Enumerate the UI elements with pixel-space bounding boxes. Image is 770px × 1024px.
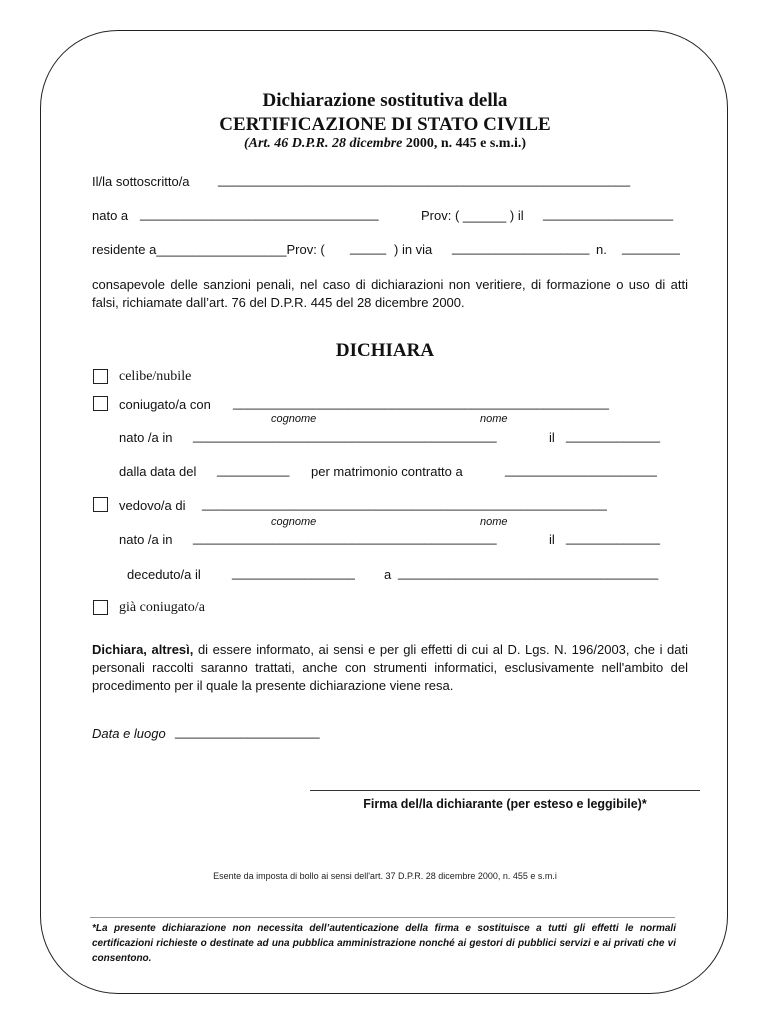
data-luogo-field[interactable]: ____________________ [175, 724, 320, 739]
coniugato-field[interactable]: ____________________________________________________ [233, 395, 609, 410]
signature-line[interactable] [310, 790, 700, 791]
vedovo-nome-caption: nome [480, 516, 508, 528]
coniugato-nato-field[interactable]: __________________________________________ [193, 428, 497, 443]
coniugato-label: coniugato/a con [119, 397, 211, 412]
invia-label: ) in via [394, 242, 433, 257]
vedovo-il-field[interactable]: _____________ [566, 530, 660, 545]
coniugato-il-field[interactable]: _____________ [566, 428, 660, 443]
gia-coniugato-label: già coniugato/a [119, 600, 205, 615]
coniugato-il-label: il [549, 430, 555, 445]
residente-prov-field[interactable]: _____ [350, 240, 387, 255]
deceduto-field[interactable]: _________________ [232, 565, 355, 580]
data-luogo-label: Data e luogo [92, 726, 166, 741]
nascita-data-field[interactable]: __________________ [543, 206, 674, 221]
matrimonio-field[interactable]: _____________________ [505, 462, 657, 477]
vedovo-field[interactable]: ________________________________________________________ [202, 496, 607, 511]
firma-label: Firma del/la dichiarante (per esteso e leggibile)* [363, 797, 647, 811]
privacy-text: di essere informato, ai sensi e per gli effetti di cui al D. Lgs. N. 196/2003, che i dati personali raccolti saranno trattati, anche con strumenti informatici, esclusivamente nell'ambito del procedimento per il quale la presente dichiarazione viene resa. [92, 642, 688, 693]
coniugato-nome-caption: nome [480, 413, 508, 425]
numero-field[interactable]: ________ [622, 240, 680, 255]
dalla-data-label: dalla data del [119, 464, 197, 479]
gia-coniugato-checkbox[interactable] [93, 600, 108, 615]
privacy-paragraph [92, 641, 688, 695]
title-line-1: Dichiarazione sostitutiva della [262, 90, 508, 111]
title-line-2: CERTIFICAZIONE DI STATO CIVILE [219, 114, 551, 135]
coniugato-nato-label: nato /a in [119, 430, 173, 445]
coniugato-cognome-caption: cognome [271, 413, 317, 425]
via-field[interactable]: ___________________ [452, 240, 590, 255]
deceduto-luogo-field[interactable]: ____________________________________ [398, 565, 659, 580]
celibe-label: celibe/nubile [119, 369, 192, 384]
sottoscritto-label: Il/la sottoscritto/a [92, 174, 190, 189]
nato-field[interactable]: _________________________________ [140, 206, 379, 221]
title-line-3-italic: (Art. 46 D.P.R. 28 dicembre [243, 136, 403, 151]
title-line-3-rest: 2000, n. 445 e s.m.i.) [402, 136, 527, 151]
dalla-data-field[interactable]: __________ [217, 462, 290, 477]
bollo-note: Esente da imposta di bollo ai sensi dell'art. 37 D.P.R. 28 dicembre 2000, n. 455 e s.m.i [213, 871, 557, 881]
numero-label: n. [596, 242, 607, 257]
vedovo-il-label: il [549, 532, 555, 547]
footnote: *La presente dichiarazione non necessita dell’autenticazione della firma e sostituisce a tutti gli effetti le normali certificazioni richieste o destinate ad una pubblica amministrazione nonché ai gestori di pubblici servizi e ai privati che vi consentono. [92, 923, 676, 964]
coniugato-checkbox[interactable] [93, 396, 108, 411]
celibe-checkbox[interactable] [93, 369, 108, 384]
footnote-divider [90, 917, 675, 918]
vedovo-cognome-caption: cognome [271, 516, 317, 528]
dichiara-heading: DICHIARA [335, 340, 435, 361]
deceduto-label: deceduto/a il [127, 567, 201, 582]
sottoscritto-field[interactable]: _________________________________________________________ [218, 172, 631, 187]
matrimonio-label: per matrimonio contratto a [311, 464, 463, 479]
prov-label: Prov: ( ______ ) il [421, 208, 524, 223]
residente-label: residente a__________________Prov: ( [92, 242, 325, 257]
vedovo-label: vedovo/a di [119, 498, 186, 513]
vedovo-nato-label: nato /a in [119, 532, 173, 547]
nato-label: nato a [92, 208, 129, 223]
deceduto-a-label: a [384, 567, 392, 582]
title-line-3 [0, 136, 770, 152]
vedovo-nato-field[interactable]: __________________________________________ [193, 530, 497, 545]
privacy-lead: Dichiara, altresì, [92, 642, 194, 657]
vedovo-checkbox[interactable] [93, 497, 108, 512]
consapevole-paragraph: consapevole delle sanzioni penali, nel caso di dichiarazioni non veritiere, di formazione o uso di atti falsi, richiamate dall’art. 76 del D.P.R. 445 del 28 dicembre 2000. [92, 277, 688, 310]
